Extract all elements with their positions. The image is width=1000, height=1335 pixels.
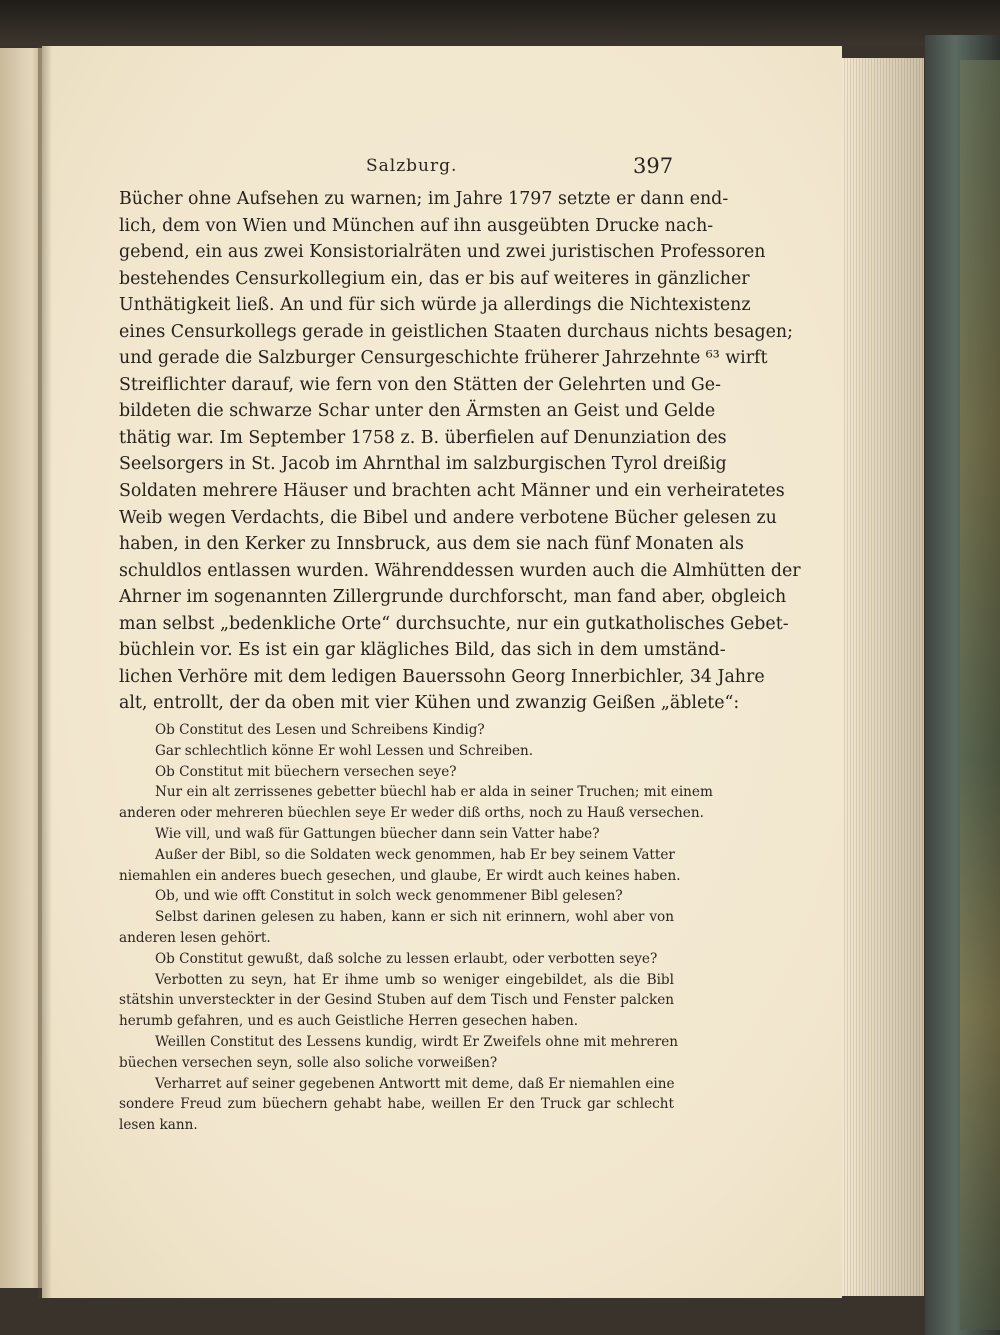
body-line: Soldaten mehrere Häuser und brachten acht Männer und ein verheiratetes [119, 481, 785, 502]
body-line: Unthätigkeit ließ. An und für sich würde ja allerdings die Nichtexistenz [119, 295, 751, 316]
body-line: schuldlos entlassen wurden. Währenddessen wurden auch die Almhütten der [119, 560, 801, 581]
body-line: büchlein vor. Es ist ein gar klägliches Bild, das sich in dem umständ- [119, 640, 726, 661]
quote-line: Nur ein alt zerrissenes gebetter büechl hab er alda in seiner Truchen; mit einem [155, 784, 713, 801]
quote-line: Weillen Constitut des Lessens kundig, wirdt Er Zweifels ohne mit mehreren [155, 1033, 679, 1050]
body-line: bestehendes Censurkollegium ein, das er bis auf weiteres in gänzlicher [119, 268, 750, 289]
body-line: eines Censurkollegs gerade in geistlichen Staaten durchaus nichts besagen; [119, 321, 793, 342]
quote-line: stätshin unversteckter in der Gesind Stuben auf dem Tisch und Fenster palcken [119, 992, 674, 1009]
quote-line: Gar schlechtlich könne Er wohl Lessen und Schreiben. [155, 742, 534, 759]
quote-line: Selbst darinen gelesen zu haben, kann er sich nit erinnern, wohl aber von [155, 909, 674, 926]
quote-line: herumb gefahren, und es auch Geistliche Herren gesechen haben. [119, 1013, 579, 1030]
body-line: bildeten die schwarze Schar unter den Ärmsten an Geist und Gelde [119, 401, 716, 422]
page-gutter [38, 46, 52, 1298]
quote-line: Ob Constitut des Lesen und Schreibens Kindig? [155, 722, 485, 738]
body-line: lichen Verhöre mit dem ledigen Bauerssohn Georg Innerbichler, 34 Jahre [119, 666, 765, 687]
quote-line: Ob Constitut mit büechern versechen seye? [155, 763, 457, 780]
quote-line: Verbotten zu seyn, hat Er ihme umb so weniger eingebildet, als die Bibl [155, 971, 674, 988]
interrogation-quote [119, 720, 713, 1136]
body-line: haben, in den Kerker zu Innsbruck, aus dem sie nach fünf Monaten als [119, 534, 744, 555]
body-line: und gerade die Salzburger Censurgeschichte früherer Jahrzehnte ⁶³ wirft [119, 348, 768, 369]
quote-line: anderen oder mehreren büechlen seye Er weder diß orths, noch zu Hauß versechen. [119, 805, 704, 822]
body-line: Seelsorgers in St. Jacob im Ahrnthal im salzburgischen Tyrol dreißig [119, 454, 727, 475]
body-line: alt, entrollt, der da oben mit vier Kühen und zwanzig Geißen „äblete“: [119, 693, 740, 714]
page-block-shade [842, 58, 924, 1296]
quote-line: Verharret auf seiner gegebenen Antwortt mit deme, daß Er niemahlen eine [155, 1075, 675, 1092]
quote-line: anderen lesen gehört. [119, 929, 271, 946]
quote-line: Ob Constitut gewußt, daß solche zu lessen erlaubt, oder verbotten seye? [155, 950, 658, 967]
body-line: gebend, ein aus zwei Konsistorialräten und zwei juristischen Professoren [119, 242, 766, 263]
running-title: Salzburg. [366, 156, 458, 176]
quote-line: Außer der Bibl, so die Soldaten weck genommen, hab Er bey seinem Vatter [155, 846, 675, 863]
quote-line: lesen kann. [119, 1117, 198, 1134]
page-number: 397 [633, 154, 674, 178]
body-line: Streiflichter darauf, wie fern von den Stätten der Gelehrten und Ge- [119, 374, 721, 395]
quote-line: niemahlen ein anderes buech gesechen, und glaube, Er wirdt auch keines haben. [119, 867, 681, 884]
cover-edge-strip [960, 60, 1000, 1330]
body-line: Ahrner im sogenannten Zillergrunde durchforscht, man fand aber, obgleich [119, 587, 787, 608]
body-line: man selbst „bedenkliche Orte“ durchsuchte, nur ein gutkatholisches Gebet- [119, 613, 789, 634]
book-cover-top [0, 0, 1000, 45]
quote-line: sondere Freud zum büechern gehabt habe, weillen Er den Truck gar schlecht [119, 1096, 674, 1113]
body-line: lich, dem von Wien und München auf ihn ausgeübten Drucke nach- [119, 215, 714, 236]
body-line: Bücher ohne Aufsehen zu warnen; im Jahre 1797 setzte er dann end- [119, 189, 729, 209]
body-paragraph [119, 186, 801, 717]
quote-line: Wie vill, und waß für Gattungen büecher dann sein Vatter habe? [155, 825, 600, 842]
body-line: thätig war. Im September 1758 z. B. überfielen auf Denunziation des [119, 427, 727, 448]
quote-line: büechen versechen seyn, solle also soliche vorweißen? [119, 1054, 498, 1071]
quote-line: Ob, und wie offt Constitut in solch weck genommener Bibl gelesen? [155, 888, 623, 905]
body-line: Weib wegen Verdachts, die Bibel und andere verbotene Bücher gelesen zu [119, 507, 777, 528]
